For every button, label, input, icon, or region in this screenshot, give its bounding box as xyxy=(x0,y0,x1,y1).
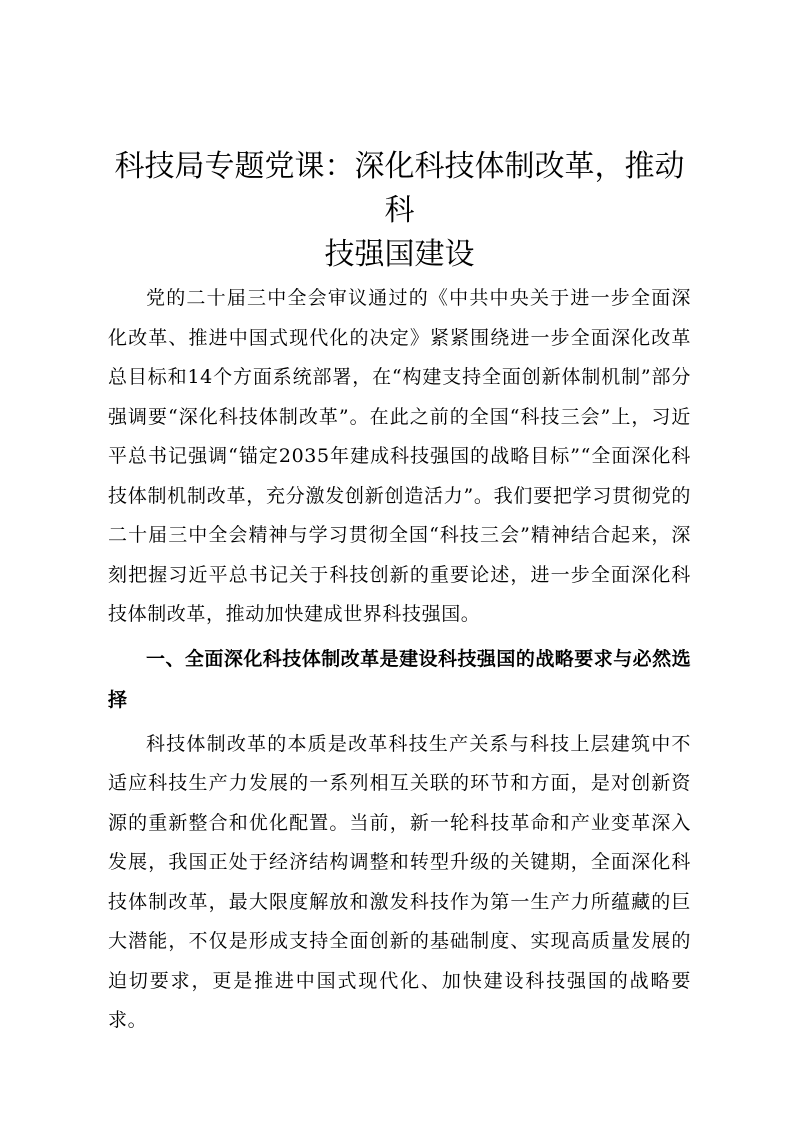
title-line-1: 科技局专题党课：深化科技体制改革，推动科 xyxy=(114,149,685,228)
section-heading-1: 一、全面深化科技体制改革是建设科技强国的战略要求与必然选择 xyxy=(108,647,691,711)
document-title xyxy=(108,145,691,277)
intro-paragraph: 党的二十届三中全会审议通过的《中共中央关于进一步全面深化改革、推进中国式现代化的决定》紧紧围绕进一步全面深化改革总目标和14个方面系统部署，在“构建支持全面创新体制机制”部分强调要“深化科技体制改革”。在此之前的全国“科技三会”上，习近平总书记强调“锚定2035年建成科技强国的战略目标”“全面深化科技体制机制改革，充分激发创新创造活力”。我们要把学习贯彻党的二十届三中全会精神与学习贯彻全国“科技三会”精神结合起来，深刻把握习近平总书记关于科技创新的重要论述，进一步全面深化科技体制改革，推动加快建成世界科技强国。 xyxy=(108,287,691,625)
section-1-paragraph: 科技体制改革的本质是改革科技生产关系与科技上层建筑中不适应科技生产力发展的一系列相互关联的环节和方面，是对创新资源的重新整合和优化配置。当前，新一轮科技革命和产业变革深入发展，我国正处于经济结构调整和转型升级的关键期，全面深化科技体制改革，最大限度解放和激发科技作为第一生产力所蕴藏的巨大潜能，不仅是形成支持全面创新的基础制度、实现高质量发展的迫切要求，更是推进中国式现代化、加快建设科技强国的战略要求。 xyxy=(108,732,691,1031)
document-page xyxy=(108,145,691,1041)
title-line-2: 技强国建设 xyxy=(324,237,475,272)
